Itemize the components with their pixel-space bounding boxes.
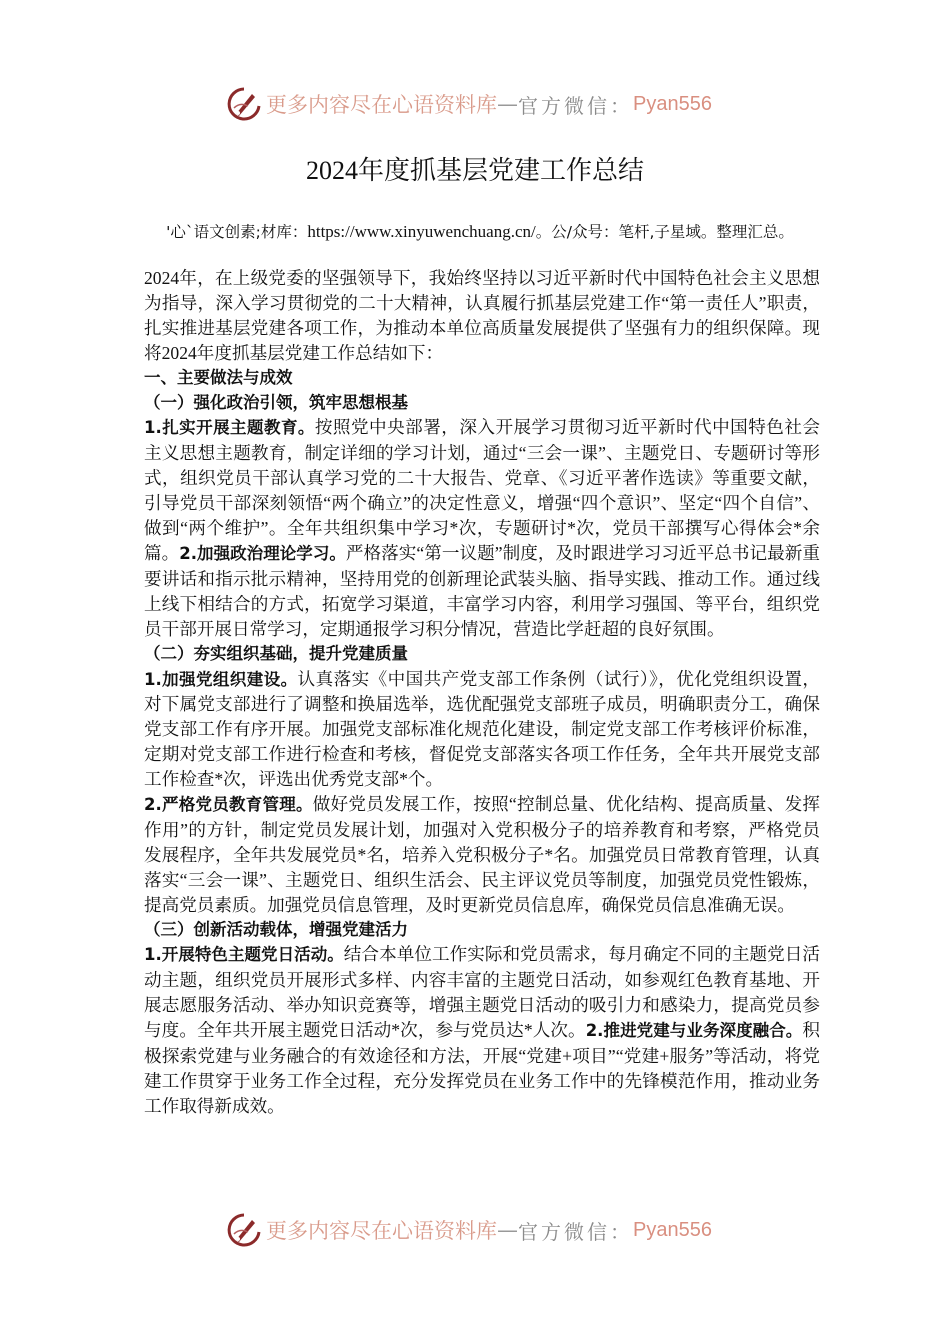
- item-lead: 1.加强党组织建设。: [144, 669, 298, 689]
- source-suffix: 。公/众号：笔杆,子星域。整理汇总。: [535, 223, 794, 241]
- item-lead: 1.扎实开展主题教育。: [144, 418, 315, 438]
- item-lead: 2.推进党建与业务深度融合。: [585, 1021, 803, 1041]
- paragraph: [144, 942, 820, 1118]
- paragraph: [144, 792, 820, 918]
- subsection-heading: （一）强化政治引领，筑牢思想根基: [144, 392, 408, 412]
- item-lead: 2.严格党员教育管理。: [144, 795, 313, 815]
- document-title: 2024年度抓基层党建工作总结: [305, 156, 644, 185]
- item-lead: 2.加强政治理论学习。: [179, 543, 346, 563]
- banner-wechat-id: Pyan556: [633, 92, 712, 115]
- banner-wechat-label: 官方微信：: [518, 93, 633, 118]
- paragraph: [144, 415, 820, 641]
- item-text: 积极探索党建与业务融合的有效途径和方法，开展“党建+项目”“党建+服务”等活动，将党建工作贯穿于业务工作全过程，充分发挥党员在业务工作中的先锋模范作用，推动业务工作取得新成效。: [144, 1020, 820, 1116]
- paragraph: [144, 667, 820, 793]
- banner-wechat-id: Pyan556: [633, 1218, 712, 1241]
- quill-pen-logo-icon: [226, 1212, 262, 1248]
- item-text: 按照党中央部署，深入开展学习贯彻习近平新时代中国特色社会主义思想主题教育，制定详细的学习计划，通过“三会一课”、主题党日、专题研讨等形式，组织党员干部认真学习党的二十大报告、党章、《习近平著作选读》等重要文献，引导党员干部深刻领悟“两个确立”的决定性意义，增强“四个意识”、坚定“四个自信”、做到“两个维护”。全年共组织集中学习*次，专题研讨*次，党员干部撰写心得体会*余篇。: [144, 417, 820, 563]
- item-lead: 1.开展特色主题党日活动。: [144, 945, 344, 965]
- item-text: 结合本单位工作实际和党员需求，每月确定不同的主题党日活动主题，组织党员开展形式多样、内容丰富的主题党日活动，如参观红色教育基地、开展志愿服务活动、举办知识竞赛等，增强主题党日活动的吸引力和感染力，提高党员参与度。全年共开展主题党日活动*次，参与党员达*人次。: [144, 944, 820, 1041]
- subsection-heading: （三）创新活动载体，增强党建活力: [144, 919, 408, 939]
- source-url[interactable]: https://www.xinyuwenchuang.cn/: [307, 222, 536, 241]
- banner-wechat-label: 官方微信：: [518, 1219, 633, 1244]
- banner-dash: —: [497, 1218, 518, 1242]
- item-text: 严格落实“第一议题”制度，及时跟进学习习近平总书记最新重要讲话和指示批示精神，坚持用党的创新理论武装头脑、指导实践、推动工作。通过线上线下相结合的方式，拓宽学习渠道，丰富学习内容，利用学习强国、等平台，组织党员干部开展日常学习，定期通报学习积分情况，营造比学赶超的良好氛围。: [144, 542, 820, 639]
- intro-paragraph: 2024年，在上级党委的坚强领导下，我始终坚持以习近平新时代中国特色社会主义思想为指导，深入学习贯彻党的二十大精神，认真履行抓基层党建工作“第一责任人”职责，扎实推进基层党建各项工作，为推动本单位高质量发展提供了坚强有力的组织保障。现将2024年度抓基层党建工作总结如下：: [144, 268, 820, 363]
- quill-pen-logo-icon: [226, 86, 262, 122]
- document-body: [144, 266, 820, 1119]
- banner-main-text: 更多内容尽在心语资料库: [266, 1219, 497, 1243]
- item-text: 做好党员发展工作，按照“控制总量、优化结构、提高质量、发挥作用”的方针，制定党员发展计划，加强对入党积极分子的培养教育和考察，严格党员发展程序，全年共发展党员*名，培养入党积极分子*名。加强党员日常教育管理，认真落实“三会一课”、主题党日、组织生活会、民主评议党员等制度，加强党员党性锻炼，提高党员素质。加强党员信息管理，及时更新党员信息库，确保党员信息准确无误。: [144, 794, 821, 915]
- item-text: 认真落实《中国共产党支部工作条例（试行）》，优化党组织设置，对下属党支部进行了调整和换届选举，选优配强党支部班子成员，明确职责分工，确保党支部工作有序开展。加强党支部标准化规范化建设，制定党支部工作考核评价标准，定期对党支部工作进行检查和考核，督促党支部落实各项工作任务，全年共开展党支部工作检查*次，评选出优秀党支部*个。: [144, 668, 820, 790]
- header-watermark-banner: [226, 84, 726, 124]
- source-note: [145, 220, 815, 244]
- source-prefix: '心`语文创素;材库：: [166, 223, 308, 241]
- banner-dash: —: [497, 92, 518, 116]
- banner-main-text: 更多内容尽在心语资料库: [266, 93, 497, 117]
- subsection-heading: （二）夯实组织基础，提升党建质量: [144, 643, 408, 663]
- section-heading: 一、主要做法与成效: [144, 367, 293, 387]
- footer-watermark-banner: [226, 1210, 726, 1250]
